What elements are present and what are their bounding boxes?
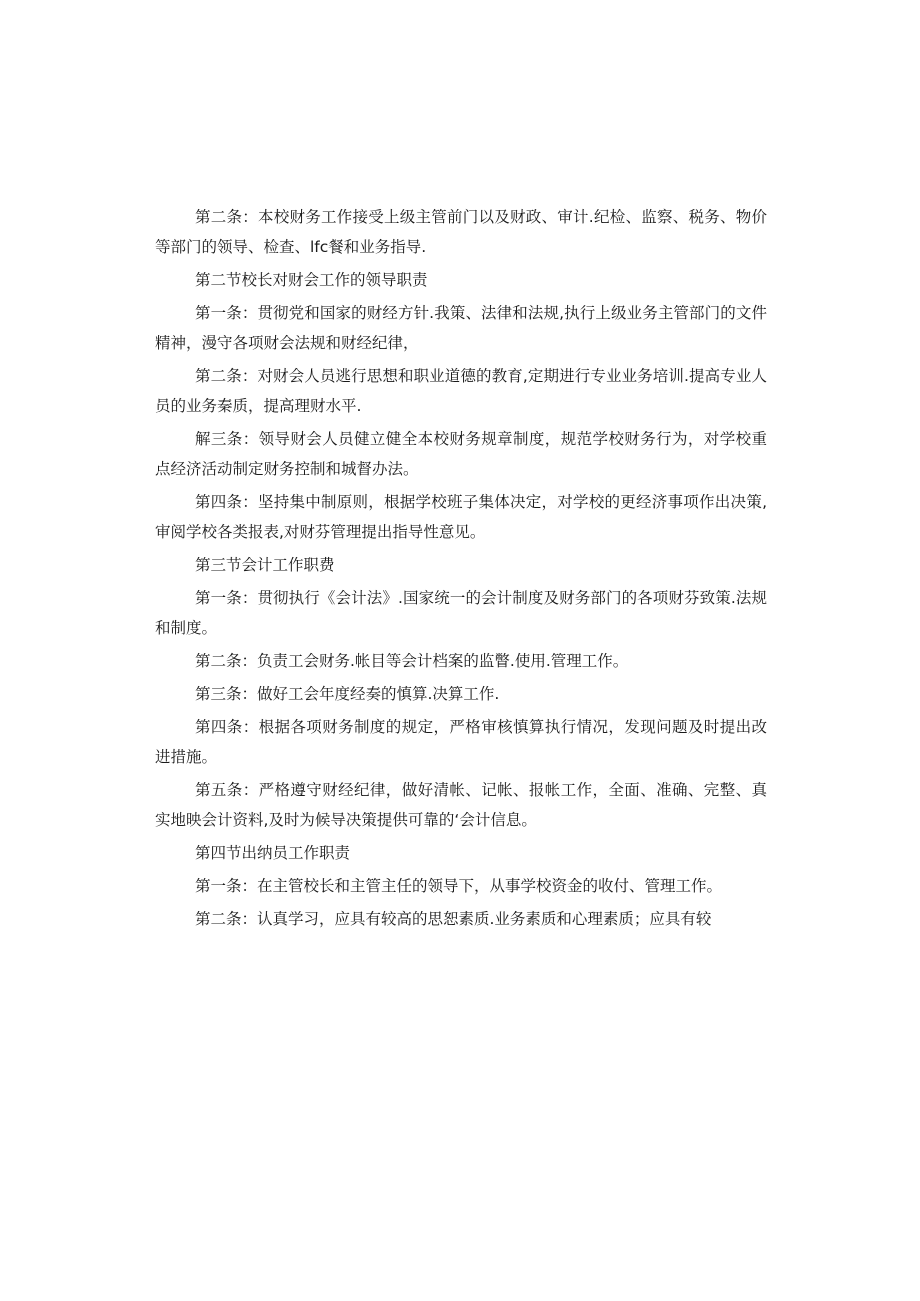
section-3-heading: 第三节会计工作职费 (195, 556, 335, 574)
section-2-article-4: 第四条：坚持集中制原则，根据学校班子集体决定，对学校的更经济事项作出决策,审阅学校各类报表,对财芬管理提出指导性意见。 (155, 493, 767, 541)
article-2-supervision: 第二条：本校财务工作接受上级主管前门以及财政、审计.纪检、监察、税务、物价等部门的领导、检查、lfc餐和业务指导. (155, 208, 767, 256)
section-3-article-3: 第三条：做好工会年度经奏的慎算.决算工作. (195, 685, 500, 703)
section-2-article-2: 第二条：对财会人员逃行思想和职业道德的教育,定期进行专业业务培训.提高专业人员的业务秦质，提高理财水平. (155, 367, 767, 415)
section-4-heading: 第四节出纳员工作职责 (195, 844, 351, 862)
section-2-article-3: 解三条：领导财会人员健立健全本校财务规章制度，规范学校财务行为，对学校重点经济活动制定财务控制和城督办法。 (155, 430, 767, 478)
section-3-article-2: 第二条：负责工会财务.帐目等会计档案的监瞥.使用.管理工作。 (195, 652, 629, 670)
section-3-article-5: 第五条：严格遵守财经纪律，做好清帐、记帐、报帐工作，全面、准确、完整、真实地映会计资料,及时为候导决策提供可靠的‘会计信息。 (155, 781, 767, 829)
section-2-heading: 第二节校长对财会工作的领导职责 (195, 271, 428, 289)
section-2-article-1: 第一条：贯彻党和国家的财经方针.我策、法律和法规,执行上级业务主管部门的文件精神，漫守各项财会法规和财经纪律， (155, 304, 767, 352)
section-4-article-1: 第一条：在主管校长和主管主任的领导下，从事学校资金的收付、管理工作。 (195, 877, 723, 895)
document-body (155, 202, 767, 937)
section-3-article-1: 第一条：贯彻执行《会计法》.国家统一的会计制度及财务部门的各项财芬致策.法规和制度。 (155, 589, 767, 637)
section-3-article-4: 第四条：根据各项财务制度的规定，严格审核慎算执行情况，发现问题及时提出改进措施。 (155, 718, 767, 766)
section-4-article-2: 第二条：认真学习，应具有较高的思恕素质.业务素质和心理素质；应具有较 (195, 910, 712, 928)
